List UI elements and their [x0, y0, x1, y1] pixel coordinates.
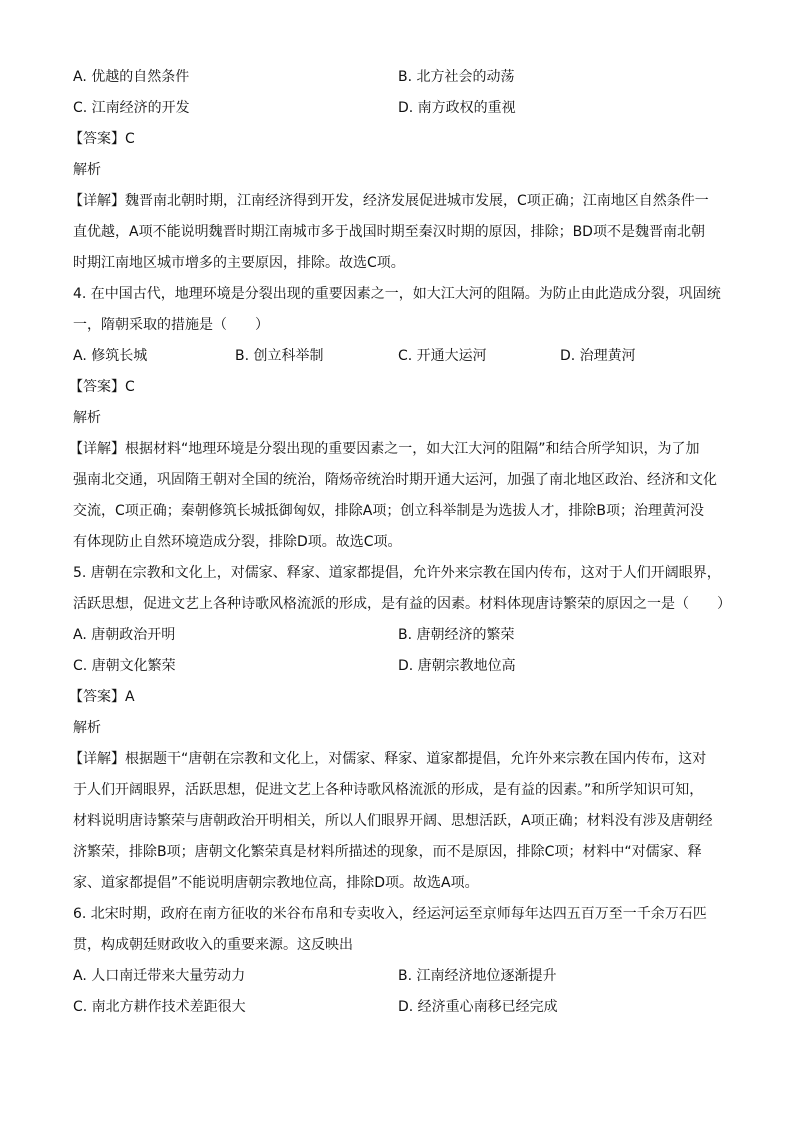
- q5-analysis-label: 解析: [73, 720, 101, 736]
- q5-options-row-2: [73, 651, 723, 682]
- q3-option-d: D. 南方政权的重视: [398, 100, 516, 116]
- q5-detail-line-2: 于人们开阔眼界，活跃思想，促进文艺上各种诗歌风格流派的形成，是有益的因素。”和所学知识可知，: [73, 782, 704, 798]
- q4-stem-line-2: 一，隋朝采取的措施是（ ）: [73, 317, 269, 333]
- q4-detail-line-4: 有体现防止自然环境造成分裂，排除D项。故选C项。: [73, 534, 402, 550]
- q5-detail-line-1: 【详解】根据题干“唐朝在宗教和文化上，对儒家、释家、道家都提倡，允许外来宗教在国内传布，这对: [69, 751, 707, 767]
- q3-detail-line-3: 时期江南地区城市增多的主要原因，排除。故选C项。: [73, 255, 405, 271]
- q3-options-row-2: [73, 93, 723, 124]
- q6-options-row-1: [73, 961, 723, 992]
- q5-option-b: B. 唐朝经济的繁荣: [398, 627, 515, 643]
- q5-option-a: A. 唐朝政治开明: [73, 627, 176, 643]
- q3-answer: 【答案】C: [69, 131, 135, 147]
- q6-stem-line-1: 6. 北宋时期，政府在南方征收的米谷布帛和专卖收入，经运河运至京师每年达四五百万至一千余万石匹: [73, 906, 707, 922]
- q4-option-a: A. 修筑长城: [73, 348, 148, 364]
- document-page: [69, 62, 731, 1023]
- q6-option-d: D. 经济重心南移已经完成: [398, 999, 558, 1015]
- q4-option-d: D. 治理黄河: [560, 348, 636, 364]
- q5-detail-line-5: 家、道家都提倡”不能说明唐朝宗教地位高，排除D项。故选A项。: [73, 875, 479, 891]
- q3-detail-line-1: 【详解】魏晋南北朝时期，江南经济得到开发，经济发展促进城市发展，C项正确；江南地区自然条件一: [69, 193, 709, 209]
- q6-option-a: A. 人口南迁带来大量劳动力: [73, 968, 246, 984]
- q5-option-c: C. 唐朝文化繁荣: [73, 658, 176, 674]
- q3-option-a: A. 优越的自然条件: [73, 69, 190, 85]
- q3-option-b: B. 北方社会的动荡: [398, 69, 515, 85]
- q5-stem-line-1: 5. 唐朝在宗教和文化上，对儒家、释家、道家都提倡，允许外来宗教在国内传布，这对于人们开阔眼界，: [73, 565, 721, 581]
- q4-detail-line-1: 【详解】根据材料“地理环境是分裂出现的重要因素之一，如大江大河的阻隔”和结合所学知识，为了加: [69, 441, 700, 457]
- q5-detail-line-4: 济繁荣，排除B项；唐朝文化繁荣真是材料所描述的现象，而不是原因，排除C项；材料中“对儒家、释: [73, 844, 702, 860]
- q4-stem-line-1: 4. 在中国古代，地理环境是分裂出现的重要因素之一，如大江大河的阻隔。为防止由此造成分裂，巩固统: [73, 286, 721, 302]
- q4-options-row: [73, 341, 723, 372]
- q3-option-c: C. 江南经济的开发: [73, 100, 190, 116]
- q6-option-c: C. 南北方耕作技术差距很大: [73, 999, 246, 1015]
- q4-analysis-label: 解析: [73, 410, 101, 426]
- q6-option-b: B. 江南经济地位逐渐提升: [398, 968, 557, 984]
- q4-answer: 【答案】C: [69, 379, 135, 395]
- q5-options-row-1: [73, 620, 723, 651]
- q3-options-row-1: [73, 62, 723, 93]
- q5-answer: 【答案】A: [69, 689, 135, 705]
- q4-option-b: B. 创立科举制: [235, 348, 324, 364]
- q6-stem-line-2: 贯，构成朝廷财政收入的重要来源。这反映出: [73, 937, 353, 953]
- q3-detail-line-2: 直优越，A项不能说明魏晋时期江南城市多于战国时期至秦汉时期的原因，排除；BD项不是魏晋南北朝: [73, 224, 705, 240]
- q6-options-row-2: [73, 992, 723, 1023]
- q3-analysis-label: 解析: [73, 162, 101, 178]
- q4-detail-line-3: 交流，C项正确；秦朝修筑长城抵御匈奴，排除A项；创立科举制是为选拔人才，排除B项；治理黄河没: [73, 503, 704, 519]
- q5-option-d: D. 唐朝宗教地位高: [398, 658, 516, 674]
- q4-detail-line-2: 强南北交通，巩固隋王朝对全国的统治，隋炀帝统治时期开通大运河，加强了南北地区政治、经济和文化: [73, 472, 717, 488]
- q4-option-c: C. 开通大运河: [398, 348, 487, 364]
- q5-detail-line-3: 材料说明唐诗繁荣与唐朝政治开明相关，所以人们眼界开阔、思想活跃，A项正确；材料没有涉及唐朝经: [73, 813, 713, 829]
- q5-stem-line-2: 活跃思想，促进文艺上各种诗歌风格流派的形成，是有益的因素。材料体现唐诗繁荣的原因之一是（ ）: [73, 596, 731, 612]
